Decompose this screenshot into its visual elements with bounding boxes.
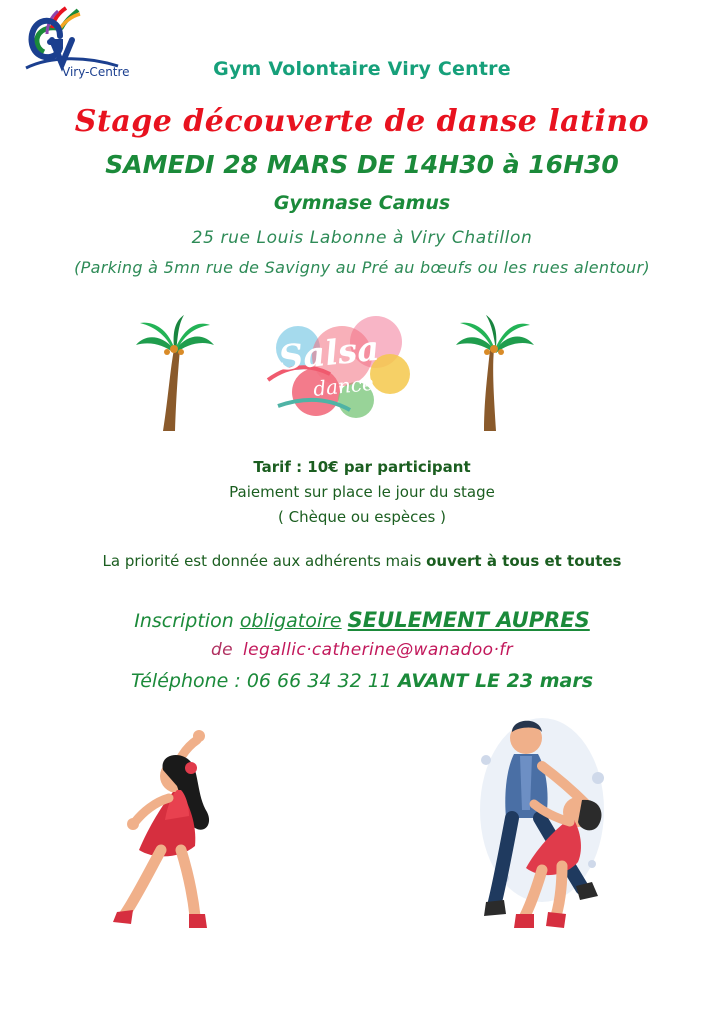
parking-note: (Parking à 5mn rue de Savigny au Pré au bœufs ou les rues alentour)	[74, 258, 650, 277]
priority-note	[0, 552, 724, 570]
registration-word-inscription: Inscription	[134, 610, 234, 632]
club-name: Gym Volontaire Viry Centre	[213, 58, 511, 80]
event-venue: Gymnase Camus	[273, 192, 451, 214]
event-datetime: SAMEDI 28 MARS DE 14H30 à 16H30	[105, 150, 619, 179]
phone-number[interactable]: 06 66 34 32 11	[246, 670, 392, 692]
registration-email-line	[0, 640, 724, 660]
dance-word: dance	[312, 370, 375, 401]
contact-email[interactable]: legallic·catherine@wanadoo·fr	[243, 640, 514, 660]
registration-word-seulement: SEULEMENT AUPRES	[347, 608, 590, 632]
priority-prefix: La priorité est donnée aux adhérents mais	[102, 552, 427, 570]
registration-deadline: AVANT LE 23 mars	[397, 670, 594, 692]
registration-word-obligatoire: obligatoire	[239, 610, 342, 632]
salsa-word: Salsa	[276, 328, 382, 379]
payment-text: Paiement sur place le jour du stage	[229, 483, 495, 501]
email-prefix: de	[210, 640, 234, 660]
logo-caption-text: Viry-Centre	[62, 65, 130, 79]
tariff-text: Tarif : 10€ par participant	[253, 458, 471, 476]
salsa-dance-logo	[258, 308, 428, 437]
priority-highlight: ouvert à tous et toutes	[426, 552, 622, 570]
payment-mode-text: ( Chèque ou espèces )	[277, 508, 446, 526]
registration-line	[0, 608, 724, 632]
palm-tree-left-icon	[130, 315, 216, 439]
registration-phone-line	[0, 670, 724, 692]
phone-label: Téléphone :	[130, 670, 241, 692]
page-title: Stage découverte de danse latino	[74, 104, 650, 139]
event-address: 25 rue Louis Labonne à Viry Chatillon	[191, 228, 533, 248]
illustration-band	[0, 300, 724, 445]
couple-dancers-illustration	[450, 700, 630, 944]
female-dancer-illustration	[85, 700, 275, 944]
palm-tree-right-icon	[450, 315, 536, 439]
